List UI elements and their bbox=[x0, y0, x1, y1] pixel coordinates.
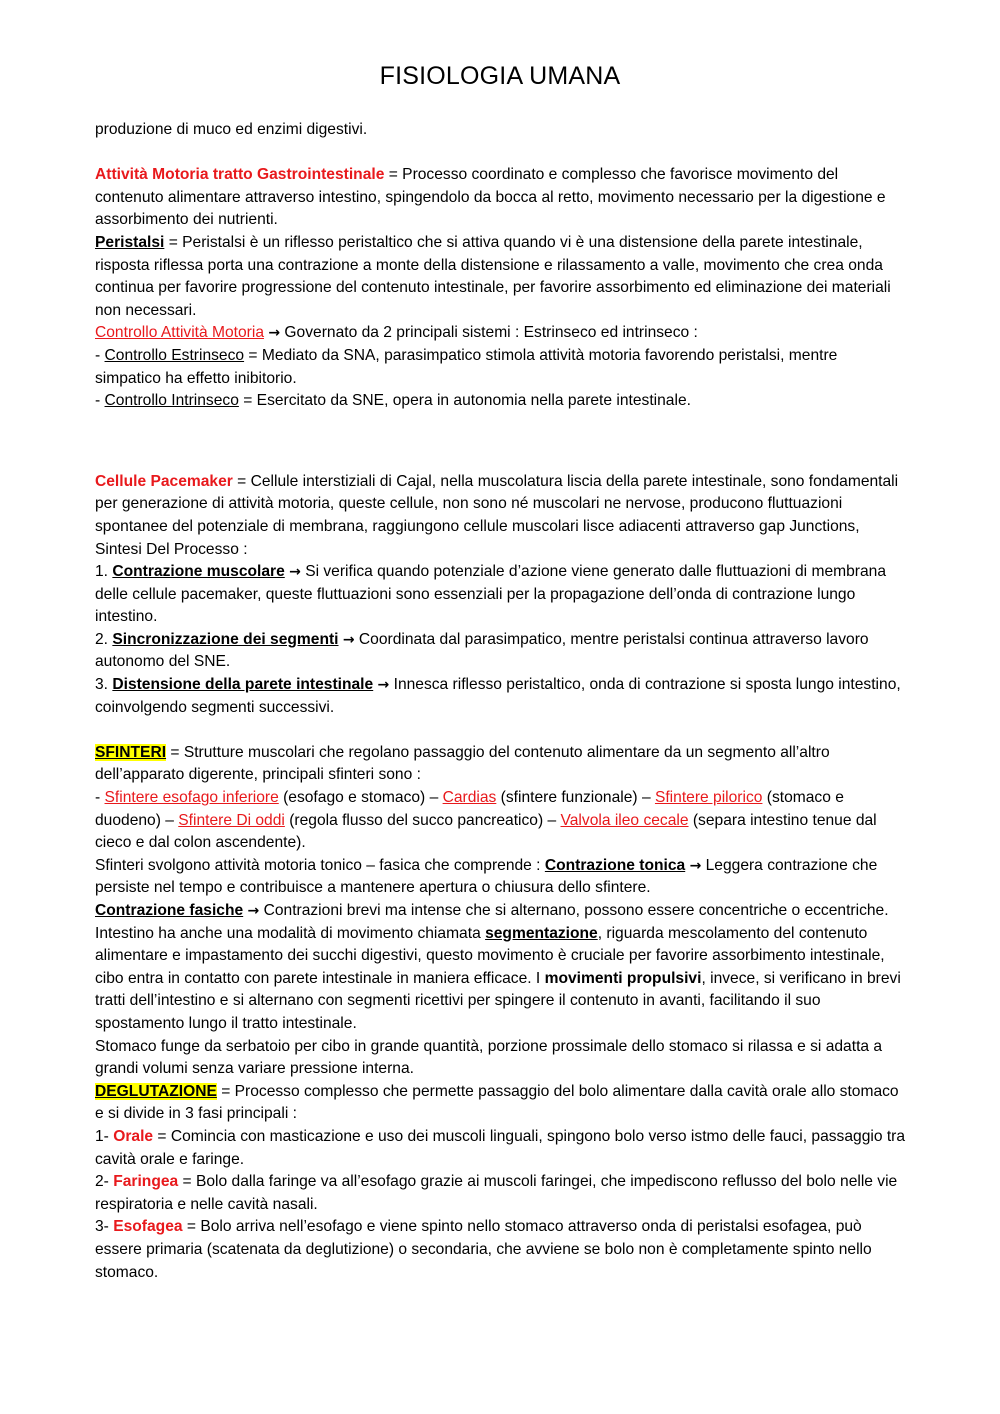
term-contrazione-tonica: Contrazione tonica bbox=[544, 856, 686, 874]
phase-item bbox=[95, 1216, 907, 1284]
paragraph-tonico bbox=[95, 855, 907, 900]
phase-text: = Bolo dalla faringe va all’esofago grazie ai muscoli faringei, che impediscono reflusso del bolo nelle vie respiratoria e nelle cavità nasali. bbox=[95, 1173, 898, 1213]
term-orale: Orale bbox=[113, 1127, 154, 1145]
term-controllo-attivita: Controllo Attività Motoria bbox=[95, 324, 265, 342]
arrow-right-icon: → bbox=[342, 631, 355, 648]
term-attivita-motoria: Attività Motoria tratto Gastrointestinale bbox=[95, 166, 385, 184]
term-sincronizzazione: Sincronizzazione dei segmenti bbox=[112, 630, 339, 648]
text-estrinseco: = Mediato da SNA, parasimpatico stimola attività motoria favorendo peristalsi, mentre simpatico ha effetto inibitorio. bbox=[95, 346, 838, 387]
step-item bbox=[95, 561, 907, 629]
step-number: 2. bbox=[95, 630, 113, 648]
sfinteri-text: (regola flusso del succo pancreatico) – bbox=[284, 811, 561, 829]
sfinteri-text: (esofago e stomaco) – bbox=[278, 789, 443, 807]
text-pacemaker: = Cellule interstiziali di Cajal, nella muscolatura liscia della parete intestinale, sono fondamentali per generazione di attività motoria, queste cellule, non sono né muscolari ne nervose, producono fluttuazioni spontanee del potenziale di membrana, raggiungono cellule muscolari lisce adiacenti attraverso gap Junctions, Sintesi Del Processo : bbox=[95, 472, 899, 558]
intro-text: produzione di muco ed enzimi digestivi. bbox=[95, 121, 368, 138]
deglutazione-text: = Processo complesso che permette passaggio del bolo alimentare dalla cavità orale allo stomaco e si divide in 3 fasi principali : bbox=[95, 1082, 899, 1123]
step-text: Si verifica quando potenziale d’azione viene generato dalle fluttuazioni di membrana delle cellule pacemaker, queste fluttuazioni sono essenziali per la propagazione dell’onda di contrazione lungo intestino. bbox=[95, 563, 886, 626]
paragraph-sfinteri-list bbox=[95, 787, 907, 855]
arrow-right-icon: → bbox=[377, 677, 390, 694]
term-distensione: Distensione della parete intestinale bbox=[112, 676, 374, 694]
arrow-right-icon: → bbox=[289, 564, 301, 581]
text-controllo: Governato da 2 principali sistemi : Estrinseco ed intrinseco : bbox=[280, 324, 698, 342]
term-cellule-pacemaker: Cellule Pacemaker bbox=[95, 472, 233, 490]
tonico-text: Leggera contrazione che persiste nel tempo e contribuisce a mantenere apertura o chiusura dello sfintere. bbox=[95, 856, 878, 897]
spacer bbox=[95, 142, 907, 165]
paragraph-attivita-motoria bbox=[95, 164, 907, 232]
phase-item bbox=[95, 1126, 907, 1171]
segmentazione-text: Intestino ha anche una modalità di movimento chiamata bbox=[95, 924, 486, 942]
term-segmentazione: segmentazione bbox=[485, 924, 598, 942]
term-movimenti-propulsivi: movimenti propulsivi bbox=[544, 969, 702, 987]
term-contrazione-muscolare: Contrazione muscolare bbox=[112, 563, 285, 581]
term-cardias: Cardias bbox=[442, 789, 497, 807]
term-peristalsi: Peristalsi bbox=[95, 233, 165, 251]
term-sfintere-pilorico: Sfintere pilorico bbox=[654, 789, 763, 807]
paragraph-fasiche bbox=[95, 900, 907, 923]
arrow-right-icon: → bbox=[268, 325, 281, 342]
term-valvola-ileo-cecale: Valvola ileo cecale bbox=[560, 811, 689, 829]
paragraph-intrinseco bbox=[95, 390, 907, 413]
step-text: Innesca riflesso peristaltico, onda di contrazione si sposta lungo intestino, coinvolgendo segmenti successivi. bbox=[95, 676, 901, 716]
stomaco-text: Stomaco funge da serbatoio per cibo in grande quantità, porzione prossimale dello stomaco si rilassa e si adatta a grandi volumi senza variare pressione interna. bbox=[95, 1037, 883, 1078]
tonico-text: Sfinteri svolgono attività motoria tonico – fasica che comprende : bbox=[95, 856, 545, 874]
text-attivita-motoria: = Processo coordinato e complesso che favorisce movimento del contenuto alimentare attraverso intestino, spingendolo da bocca al retto, movimento necessario per la digestione e assorbimento dei nutrienti. bbox=[95, 166, 886, 229]
term-controllo-estrinseco: Controllo Estrinseco bbox=[104, 346, 245, 364]
term-faringea: Faringea bbox=[113, 1173, 179, 1191]
term-deglutazione: DEGLUTAZIONE bbox=[95, 1082, 217, 1100]
arrow-right-icon: → bbox=[247, 903, 260, 919]
paragraph-deglutazione bbox=[95, 1081, 907, 1126]
paragraph-intro bbox=[95, 119, 907, 142]
phase-item bbox=[95, 1171, 907, 1216]
segmentazione-text: , invece, si verificano in brevi tratti dell’intestino e si alternano con segmenti ricettivi per spingere il contenuto in avanti, facilitando il suo spostamento lungo il tratto intestinale. bbox=[95, 969, 901, 1032]
paragraph-stomaco bbox=[95, 1036, 907, 1081]
term-contrazione-fasiche: Contrazione fasiche bbox=[95, 902, 244, 919]
paragraph-estrinseco bbox=[95, 345, 907, 390]
step-number: 1. bbox=[95, 563, 113, 581]
page-title: FISIOLOGIA UMANA bbox=[379, 62, 621, 90]
list-dash: - bbox=[95, 789, 105, 807]
text-intrinseco: = Esercitato da SNE, opera in autonomia nella parete intestinale. bbox=[238, 392, 691, 410]
spacer bbox=[95, 413, 907, 471]
segmentazione-text: , riguarda mescolamento del contenuto alimentare e impastamento dei succhi digestivi, questo movimento è cruciale per favorire assorbimento intestinale, cibo entra in contatto con parete intestinale in maniera efficace. I bbox=[95, 924, 885, 987]
phase-number: 1- bbox=[95, 1127, 114, 1145]
arrow-right-icon: → bbox=[689, 857, 702, 874]
text-sfinteri: = Strutture muscolari che regolano passaggio del contenuto alimentare da un segmento all’altro dell’apparato digerente, principali sfinteri sono : bbox=[95, 743, 830, 784]
phase-number: 3- bbox=[95, 1218, 114, 1236]
sfinteri-text: (sfintere funzionale) – bbox=[496, 789, 655, 807]
paragraph-controllo bbox=[95, 322, 907, 345]
paragraph-pacemaker bbox=[95, 471, 907, 561]
sfinteri-text: (separa intestino tenue dal cieco e dal colon ascendente). bbox=[95, 811, 877, 852]
document-body bbox=[95, 119, 907, 1284]
sfinteri-text: (stomaco e duodeno) – bbox=[95, 789, 844, 829]
step-item bbox=[95, 629, 907, 674]
text-peristalsi: = Peristalsi è un riflesso peristaltico che si attiva quando vi è una distensione della parete intestinale, risposta riflessa porta una contrazione a monte della distensione e rilassamento a valle, movimento che crea onda continua per favorire progressione del contenuto intestinale, per favorire assorbimento ed eliminazione dei materiali non necessari. bbox=[95, 233, 891, 319]
paragraph-segmentazione bbox=[95, 923, 907, 1036]
list-dash: - bbox=[95, 346, 105, 364]
phase-number: 2- bbox=[95, 1173, 114, 1191]
term-sfinteri: SFINTERI bbox=[95, 743, 167, 761]
step-text: Coordinata dal parasimpatico, mentre peristalsi continua attraverso lavoro autonomo del SNE. bbox=[95, 630, 869, 671]
step-number: 3. bbox=[95, 676, 113, 694]
paragraph-sfinteri bbox=[95, 742, 907, 787]
phase-text: = Comincia con masticazione e uso dei muscoli linguali, spingono bolo verso istmo delle fauci, passaggio tra cavità orale e faringe. bbox=[95, 1127, 906, 1168]
term-esofagea: Esofagea bbox=[113, 1218, 183, 1236]
list-dash: - bbox=[95, 392, 105, 410]
phase-text: = Bolo arriva nell’esofago e viene spinto nello stomaco attraverso onda di peristalsi esofagea, può essere primaria (scatenata da deglutizione) o secondaria, che avviene se bolo non è completamente spinto nello stomaco. bbox=[95, 1218, 872, 1281]
term-controllo-intrinseco: Controllo Intrinseco bbox=[104, 392, 239, 410]
spacer bbox=[95, 719, 907, 742]
term-sfintere-oddi: Sfintere Di oddi bbox=[178, 811, 285, 829]
step-item bbox=[95, 674, 907, 719]
fasiche-text: Contrazioni brevi ma intense che si alternano, possono essere concentriche o eccentriche. bbox=[259, 902, 889, 919]
paragraph-peristalsi bbox=[95, 232, 907, 322]
term-sfintere-esofago: Sfintere esofago inferiore bbox=[104, 789, 279, 807]
